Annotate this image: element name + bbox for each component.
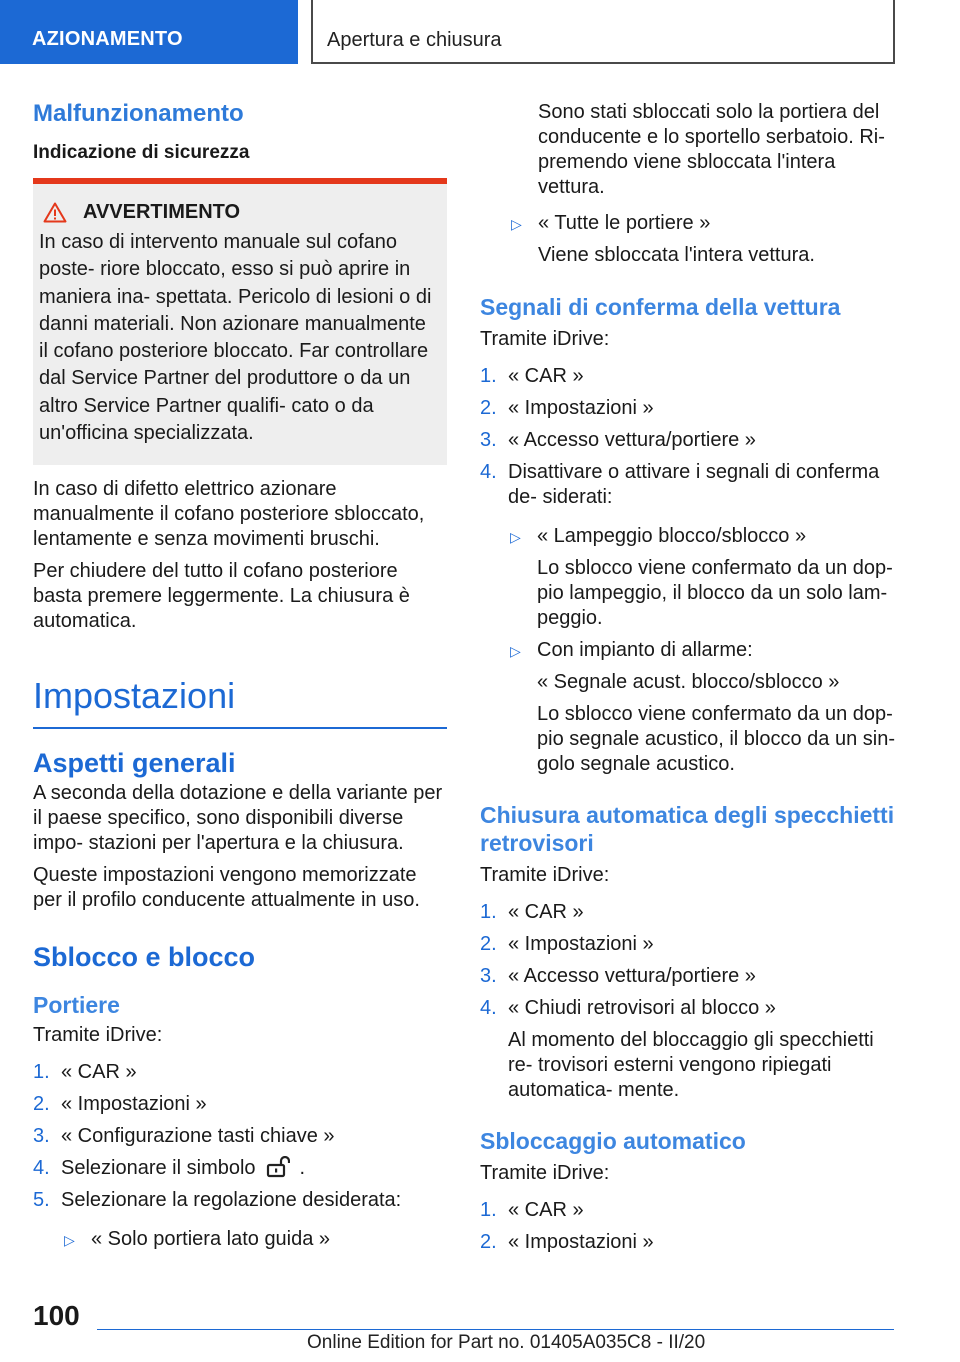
list-item: 4. « Chiudi retrovisori al blocco » Al momento del bloccaggio gli specchietti re- trovisori esterni vengono ripiegati automatica- mente. (480, 996, 896, 1103)
warning-title-row (39, 200, 439, 225)
paragraph: Per chiudere del tutto il cofano posteriore basta premere leggermente. La chiusura è automatica. (33, 560, 410, 633)
via-idrive-text: Tramite iDrive: (480, 1162, 610, 1184)
list-item: 2. « Impostazioni » (480, 397, 654, 419)
warning-title: AVVERTIMENTO (83, 201, 241, 223)
warning-box (33, 178, 447, 465)
bullet-list (33, 1227, 447, 1252)
unlocked-padlock-icon (266, 1156, 290, 1178)
right-column (480, 100, 896, 1262)
header-section-label: AZIONAMENTO (32, 28, 183, 50)
bullet-continuation: Sono stati sbloccati solo la portiera del conducente e lo sportello serbatoio. Ri- premendo viene sbloccata l'intera vettura. (538, 101, 885, 198)
paragraph: Queste impostazioni vengono memorizzate per il profilo conducente attualmente in uso. (33, 864, 420, 912)
list-item: 2. « Impostazioni » (480, 933, 654, 955)
list-item: 2. « Impostazioni » (33, 1093, 207, 1116)
auto-unlock-heading: Sbloccaggio automatico (480, 1128, 746, 1154)
confirm-steps-list (480, 364, 896, 777)
warning-triangle-icon (43, 202, 67, 223)
list-item: ▷ « Lampeggio blocco/sblocco » Lo sblocco viene confermato da un dop- pio lampeggio, il blocco da un solo lam- peggio. (508, 524, 896, 631)
list-item: 5. Selezionare la regolazione desiderata: ▷ « Solo portiera lato guida » (33, 1188, 447, 1252)
via-idrive-text: Tramite iDrive: (480, 328, 610, 350)
triangle-bullet-icon: ▷ (511, 216, 522, 232)
list-item: 3. « Accesso vettura/portiere » (480, 429, 756, 451)
step-continuation: Al momento del bloccaggio gli specchietti re- trovisori esterni vengono ripiegati automatica- mente. (508, 1029, 874, 1101)
footer-edition: Online Edition for Part no. 01405A035C8 - II/20 (307, 1332, 706, 1353)
header-section-tab (0, 0, 298, 64)
list-item: 4. Selezionare il simbolo . (33, 1157, 306, 1180)
list-item: 1. « CAR » (480, 1199, 584, 1221)
safety-heading: Indicazione di sicurezza (33, 142, 250, 163)
list-item: ▷ « Solo portiera lato guida » (62, 1227, 447, 1252)
triangle-bullet-icon: ▷ (510, 643, 521, 659)
bullet-continuation: Viene sbloccata l'intera vettura. (538, 244, 815, 266)
auto-unlock-steps-list (480, 1198, 896, 1255)
doors-steps-list (33, 1060, 447, 1252)
triangle-bullet-icon: ▷ (510, 529, 521, 545)
bullet-continuation: « Segnale acust. blocco/sblocco » (537, 671, 840, 693)
paragraph: In caso di difetto elettrico azionare manualmente il cofano posteriore sbloccato, lentamente e senza movimenti bruschi. (33, 478, 425, 551)
header-title-box (311, 0, 895, 64)
mirror-steps-list (480, 900, 896, 1103)
list-item: 4. Disattivare o attivare i segnali di conferma de- siderati: ▷ « Lampeggio blocco/sblocco » Lo sblocco viene confermato da un dop- pio lampeggio, il blocco da un solo lam- peggio. ▷ Con impianto di allarme: « Segnale acust. blocco/sblocco » Lo sblocco viene confermato da un dop- pio segnale acustico, il blocco da un sin- golo segnale acustico. (480, 461, 895, 775)
lock-unlock-heading: Sblocco e blocco (33, 942, 256, 973)
confirm-signals-heading: Segnali di conferma della vettura (480, 294, 841, 320)
via-idrive-text: Tramite iDrive: (480, 864, 610, 886)
list-item: ▷ Con impianto di allarme: « Segnale acust. blocco/sblocco » Lo sblocco viene confermato da un dop- pio segnale acustico, il blocco da un sin- golo segnale acustico. (510, 639, 895, 775)
settings-heading: Impostazioni (33, 675, 447, 729)
bullet-list (480, 211, 896, 236)
warning-text: In caso di intervento manuale sul cofano poste- riore bloccato, esso si può aprire in maniera ina- spettata. Pericolo di lesioni o di danni materiali. Non azionare manualmente il cofano posteriore bloccato. Far controllare dal Service Partner del produttore o da un altro Service Partner qualifi- cato o da un'officina specializzata. (39, 231, 432, 445)
via-idrive-text: Tramite iDrive: (33, 1024, 163, 1047)
list-item: 1. « CAR » (480, 901, 584, 923)
list-item: ▷ « Tutte le portiere » (480, 211, 896, 236)
malfunction-heading: Malfunzionamento (33, 100, 244, 127)
bullet-continuation: Lo sblocco viene confermato da un dop- pio lampeggio, il blocco da un solo lam- peggio. (537, 557, 893, 629)
footer-divider (97, 1329, 894, 1330)
doors-heading: Portiere (33, 992, 120, 1019)
list-item: 3. « Accesso vettura/portiere » (480, 965, 756, 987)
header-title: Apertura e chiusura (327, 29, 502, 51)
triangle-bullet-icon: ▷ (64, 1232, 75, 1249)
paragraph: A seconda della dotazione e della variante per il paese specifico, sono disponibili diverse impo- stazioni per l'apertura e la chiusura. (33, 782, 443, 855)
mirror-folding-heading: Chiusura automatica degli specchietti retrovisori (480, 802, 895, 856)
list-item: 1. « CAR » (33, 1061, 137, 1084)
left-column (33, 100, 447, 1259)
bullet-continuation: Lo sblocco viene confermato da un dop- pio segnale acustico, il blocco da un sin- golo segnale acustico. (537, 703, 895, 775)
general-heading: Aspetti generali (33, 748, 236, 779)
list-item: 3. « Configurazione tasti chiave » (33, 1125, 335, 1148)
bullet-list (508, 524, 896, 777)
page-number: 100 (33, 1300, 80, 1331)
list-item: 2. « Impostazioni » (480, 1231, 654, 1253)
list-item: 1. « CAR » (480, 365, 584, 387)
